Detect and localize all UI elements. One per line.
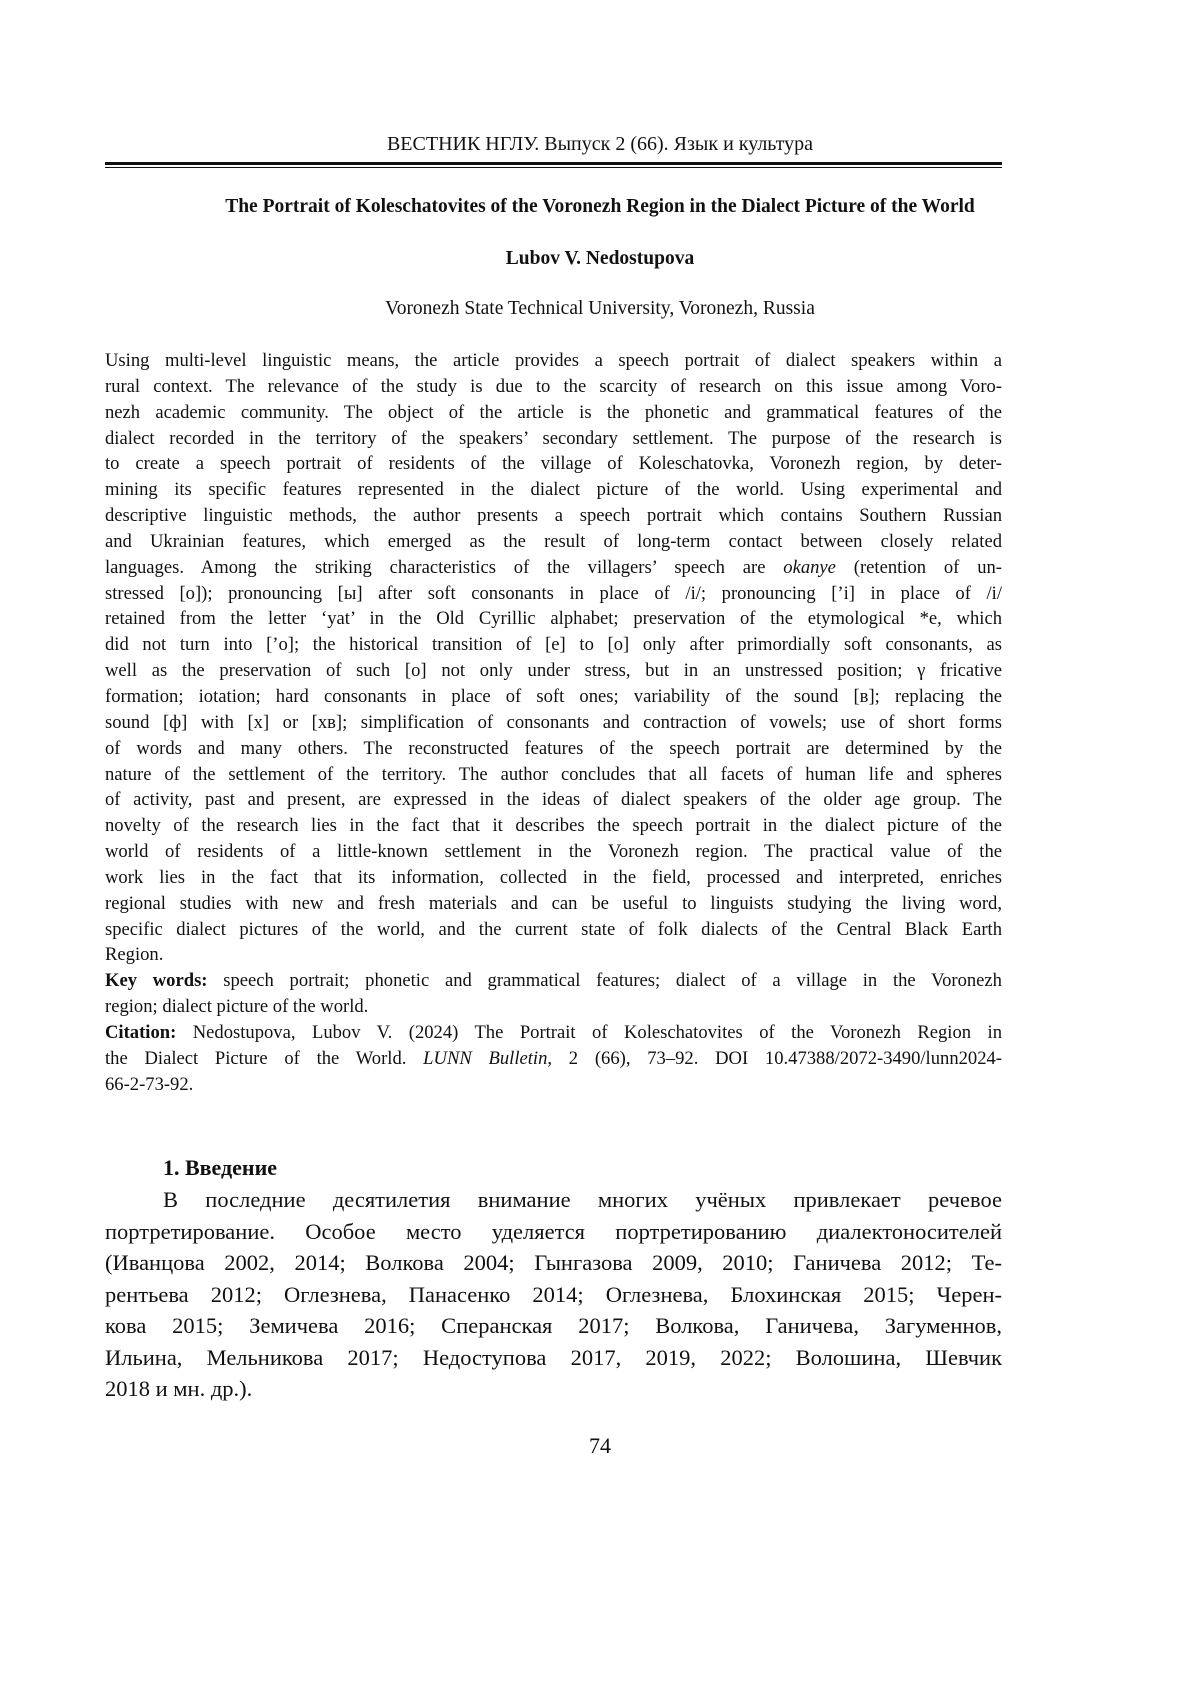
text-span: Using multi-level linguistic means, the article provides a speech portrait of dialect speakers within a xyxy=(105,350,1002,371)
italic-text: LUNN Bulletin xyxy=(423,1048,547,1069)
text-span: formation; iotation; hard consonants in place of soft ones; variability of the sound [в]; replacing the xyxy=(105,686,1002,707)
text-line xyxy=(105,1342,1002,1374)
text-span: (retention of un- xyxy=(836,557,1002,578)
text-line xyxy=(105,555,1002,581)
text-span: sound [ф] with [x] or [хв]; simplification of consonants and contraction of vowels; use of short forms xyxy=(105,712,1002,733)
text-span: stressed [o]); pronouncing [ы] after soft consonants in place of /i/; pronouncing [’i] in place of /i/ xyxy=(105,583,1002,604)
text-line xyxy=(105,606,1002,632)
text-span: , 2 (66), 73–92. DOI 10.47388/2072-3490/lunn2024- xyxy=(547,1048,1002,1069)
section-heading: 1. Введение xyxy=(163,1155,277,1181)
text-span: Ильина, Мельникова 2017; Недоступова 2017, 2019, 2022; Волошина, Шевчик xyxy=(105,1345,1002,1370)
text-span: nezh academic community. The object of the article is the phonetic and grammatical features of the xyxy=(105,402,1002,423)
text-line xyxy=(105,710,1002,736)
text-line xyxy=(105,891,1002,917)
text-span: of activity, past and present, are expressed in the ideas of dialect speakers of the older age group. The xyxy=(105,789,1002,810)
text-line xyxy=(105,503,1002,529)
text-line xyxy=(105,348,1002,374)
page-number: 74 xyxy=(0,1433,1200,1459)
text-span: 2018 и мн. др.). xyxy=(105,1376,252,1401)
text-line xyxy=(105,374,1002,400)
italic-text: okanye xyxy=(783,557,836,578)
text-line xyxy=(105,400,1002,426)
text-span: the Dialect Picture of the World. xyxy=(105,1048,423,1069)
author-affiliation: Voronezh State Technical University, Voronezh, Russia xyxy=(0,298,1200,320)
text-span: descriptive linguistic methods, the author presents a speech portrait which contains Southern Russian xyxy=(105,505,1002,526)
text-line xyxy=(105,1279,1002,1311)
text-line xyxy=(105,839,1002,865)
text-line xyxy=(105,917,1002,943)
text-span: Nedostupova, Lubov V. (2024) The Portrait of Koleschatovites of the Voronezh Region in xyxy=(176,1022,1002,1043)
text-line xyxy=(105,968,1002,994)
text-span: nature of the settlement of the territory. The author concludes that all facets of human life and spheres xyxy=(105,764,1002,785)
text-line xyxy=(105,787,1002,813)
text-span: рентьева 2012; Оглезнева, Панасенко 2014; Оглезнева, Блохинская 2015; Черен- xyxy=(105,1282,1002,1307)
label-text: Citation: xyxy=(105,1022,176,1043)
text-line xyxy=(105,994,1002,1020)
text-span: regional studies with new and fresh materials and can be useful to linguists studying the living word, xyxy=(105,893,1002,914)
header-rule xyxy=(105,162,1002,165)
header-rule-thin xyxy=(105,167,1002,168)
text-line xyxy=(105,1020,1002,1046)
text-line xyxy=(105,529,1002,555)
text-line xyxy=(105,942,1002,968)
running-header: ВЕСТНИК НГЛУ. Выпуск 2 (66). Язык и культура xyxy=(0,133,1200,156)
text-span: specific dialect pictures of the world, and the current state of folk dialects of the Central Black Earth xyxy=(105,919,1002,940)
text-span: портретирование. Особое место уделяется портретированию диалектоносителей xyxy=(105,1219,1002,1244)
text-line xyxy=(105,813,1002,839)
label-text: Key words: xyxy=(105,970,208,991)
text-span: did not turn into [’o]; the historical transition of [e] to [o] only after primordially soft consonants, as xyxy=(105,634,1002,655)
text-line xyxy=(105,684,1002,710)
text-line xyxy=(105,1216,1002,1248)
text-span: dialect recorded in the territory of the speakers’ secondary settlement. The purpose of the research is xyxy=(105,428,1002,449)
text-span: to create a speech portrait of residents of the village of Koleschatovka, Voronezh region, by deter- xyxy=(105,453,1002,474)
text-line xyxy=(105,1310,1002,1342)
text-span: rural context. The relevance of the study is due to the scarcity of research on this issue among Voro- xyxy=(105,376,1002,397)
text-span: languages. Among the striking characteristics of the villagers’ speech are xyxy=(105,557,783,578)
text-line xyxy=(105,736,1002,762)
text-span: work lies in the fact that its information, collected in the field, processed and interpreted, enriches xyxy=(105,867,1002,888)
text-line xyxy=(105,581,1002,607)
text-line xyxy=(105,1247,1002,1279)
text-span: кова 2015; Земичева 2016; Сперанская 2017; Волкова, Ганичева, Загуменнов, xyxy=(105,1313,1002,1338)
text-line xyxy=(105,1373,1002,1405)
text-line xyxy=(105,658,1002,684)
article-author: Lubov V. Nedostupova xyxy=(0,248,1200,270)
text-span: region; dialect picture of the world. xyxy=(105,996,368,1017)
text-span: of words and many others. The reconstructed features of the speech portrait are determined by the xyxy=(105,738,1002,759)
text-span: В последние десятилетия внимание многих учёных привлекает речевое xyxy=(163,1187,1002,1212)
text-line xyxy=(105,632,1002,658)
text-span: retained from the letter ‘yat’ in the Old Cyrillic alphabet; preservation of the etymological *e, which xyxy=(105,608,1002,629)
text-line xyxy=(105,1072,1002,1098)
article-title: The Portrait of Koleschatovites of the Voronezh Region in the Dialect Picture of the World xyxy=(0,196,1200,218)
text-line xyxy=(105,477,1002,503)
text-span: well as the preservation of such [o] not only under stress, but in an unstressed position; γ fricative xyxy=(105,660,1002,681)
text-line xyxy=(105,1184,1002,1216)
text-line xyxy=(105,762,1002,788)
abstract xyxy=(105,348,1002,1097)
text-line xyxy=(105,451,1002,477)
text-line xyxy=(105,426,1002,452)
text-line xyxy=(105,865,1002,891)
text-span: (Иванцова 2002, 2014; Волкова 2004; Гынгазова 2009, 2010; Ганичева 2012; Те- xyxy=(105,1250,1002,1275)
text-span: Region. xyxy=(105,944,163,965)
intro-paragraph xyxy=(105,1184,1002,1405)
text-span: speech portrait; phonetic and grammatical features; dialect of a village in the Voronezh xyxy=(208,970,1002,991)
text-line xyxy=(105,1046,1002,1072)
text-span: 66-2-73-92. xyxy=(105,1074,193,1095)
text-span: mining its specific features represented in the dialect picture of the world. Using experimental and xyxy=(105,479,1002,500)
text-span: world of residents of a little-known settlement in the Voronezh region. The practical value of the xyxy=(105,841,1002,862)
text-span: and Ukrainian features, which emerged as the result of long-term contact between closely related xyxy=(105,531,1002,552)
text-span: novelty of the research lies in the fact that it describes the speech portrait in the dialect picture of the xyxy=(105,815,1002,836)
